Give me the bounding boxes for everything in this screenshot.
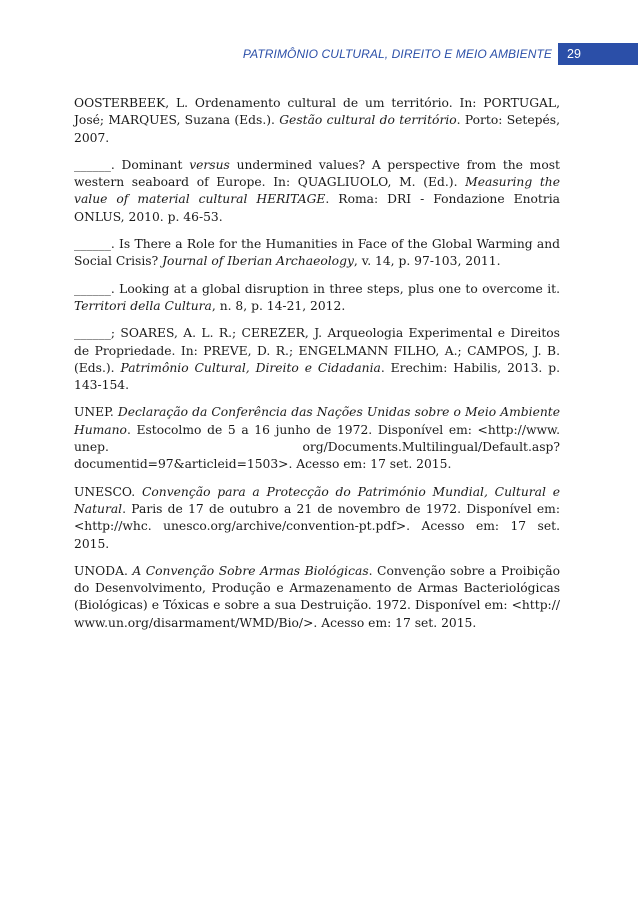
reference-text: . Paris de 17 de outubro a 21 de novembro de 1972. Disponível em: <http://whc. unesco.org/archive/convention-pt.pdf>. Acesso em: 17 set. 2015.	[74, 501, 560, 551]
reference-entry	[74, 325, 560, 394]
reference-entry	[74, 563, 560, 632]
reference-title-italic: Gestão cultural do território	[279, 113, 457, 128]
reference-entry	[74, 281, 560, 316]
reference-title-italic: Measuring the value of material cultural HERITAGE	[74, 175, 560, 207]
reference-title-italic: Journal of Iberian Archaeology	[162, 254, 354, 269]
reference-text: . Erechim: Habilis, 2013. p. 143-154.	[74, 360, 561, 393]
reference-entry	[74, 404, 560, 473]
reference-text: , n. 8, p. 14-21, 2012.	[211, 298, 346, 313]
reference-entry	[74, 236, 560, 271]
reference-text: undermined values? A perspective from the most western seaboard of Europe. In: QUAGLIUOLO, M. (Ed.).	[74, 157, 560, 190]
running-header	[243, 43, 638, 65]
reference-text: UNESCO.	[74, 484, 142, 499]
reference-title-italic: Convenção para a Protecção do Património Mundial, Cultural e Natural	[74, 484, 560, 516]
reference-list	[74, 95, 560, 642]
reference-title-italic: A Convenção Sobre Armas Biológicas	[132, 563, 369, 578]
reference-text: . Porto: Setepés, 2007.	[74, 113, 560, 145]
reference-entry	[74, 95, 560, 147]
reference-title-italic: Patrimônio Cultural, Direito e Cidadania	[120, 360, 381, 375]
reference-text: . Convenção sobre a Proibição do Desenvolvimento, Produção e Armazenamento de Armas Bacteriológicas (Biológicas) e Tóxicas e sobre a sua Destruição. 1972. Disponível em: <http:// www.un.org/disarmament/WMD/Bio/>. Acesso em: 17 set. 2015.	[74, 563, 560, 630]
reference-title-italic: Territori della Cultura	[74, 298, 212, 313]
reference-text: . Roma: DRI - Fondazione Enotria ONLUS, 2010. p. 46-53.	[74, 192, 560, 224]
reference-text: . Estocolmo de 5 a 16 junho de 1972. Disponível em: <http://www. unep. org/Documents.Multilingual/Default.asp?documentid=97&articleid=1503>. Acesso em: 17 set. 2015.	[74, 422, 560, 472]
reference-text: UNEP.	[74, 405, 118, 420]
reference-entry	[74, 484, 560, 553]
reference-title-italic: versus	[189, 157, 230, 172]
reference-text: OOSTERBEEK, L. Ordenamento cultural de um território. In: PORTUGAL, José; MARQUES, Suzana (Eds.).	[74, 96, 560, 128]
reference-entry	[74, 157, 560, 226]
reference-text: ______. Dominant	[74, 157, 190, 172]
running-title: PATRIMÔNIO CULTURAL, DIREITO E MEIO AMBIENTE	[242, 47, 552, 61]
reference-text: ______; SOARES, A. L. R.; CEREZER, J. Arqueologia Experimental e Direitos de Propriedade. In: PREVE, D. R.; ENGELMANN FILHO, A.; CAMPOS, J. B. (Eds.).	[74, 326, 560, 375]
reference-title-italic: Declaração da Conferência das Nações Unidas sobre o Meio Ambiente Humano	[74, 405, 560, 437]
reference-text: ______. Is There a Role for the Humanities in Face of the Global Warming and Social Crisis?	[74, 237, 560, 269]
reference-text: ______. Looking at a global disruption in three steps, plus one to overcome it.	[74, 281, 560, 296]
reference-text: UNODA.	[74, 563, 133, 578]
reference-text: , v. 14, p. 97-103, 2011.	[353, 254, 501, 269]
page-number: 29	[558, 43, 638, 65]
